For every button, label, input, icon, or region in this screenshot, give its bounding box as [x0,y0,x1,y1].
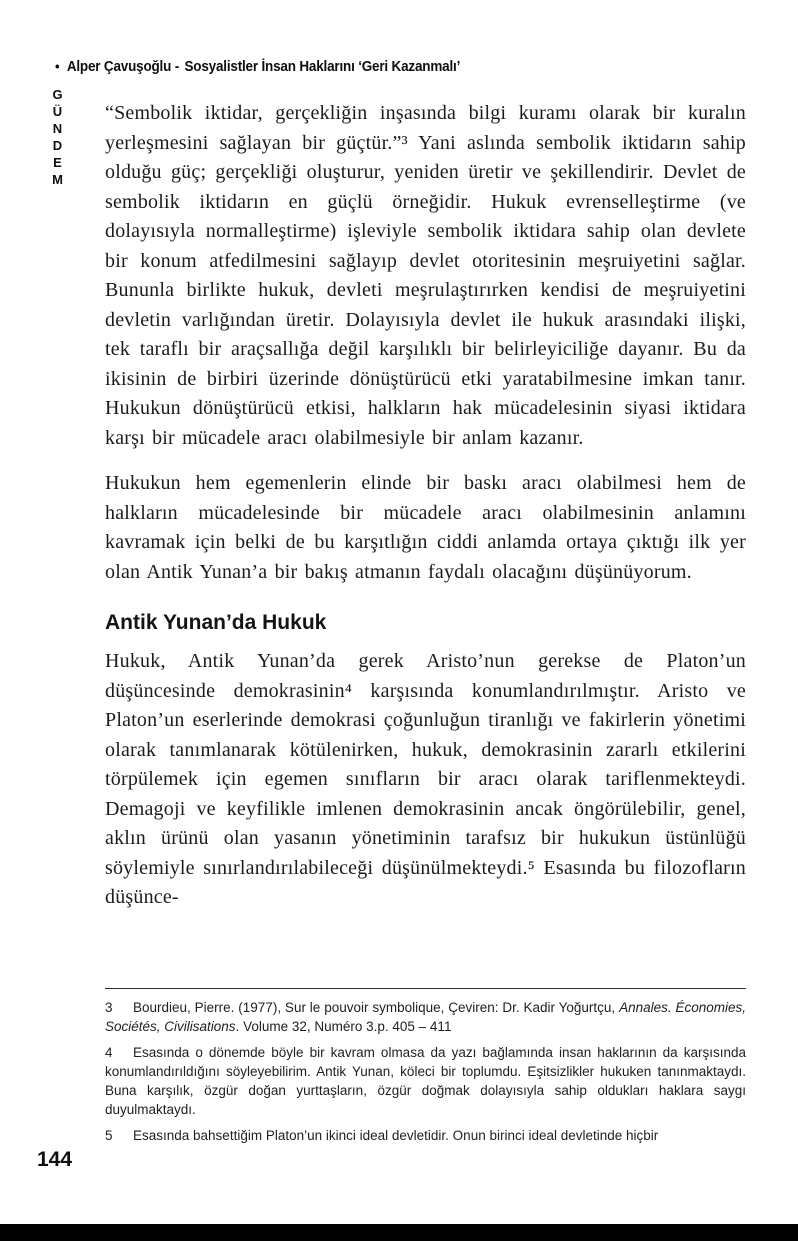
footnote-4 [105,1043,746,1119]
bullet-icon: • [55,58,60,74]
paragraph-1: “Sembolik iktidar, gerçekliğin inşasında bilgi kuramı olarak bir kuralın yerleşmesini sağlayan bir güçtür.”³ Yani aslında sembolik iktidarın sahip olduğu güç; gerçekliği oluşturur, yeniden üretir ve şekillendirir. Devlet de sembolik iktidarın en güçlü örneğidir. Hukuk evrenselleştirme (ve dolayısıyla normalleştirme) işleviyle sembolik iktidara sahip olan devlete bir konum atfedilmesini sağlayıp devlet otoritesinin meşruiyetini sağlar. Bununla birlikte hukuk, devleti meşrulaştırırken kendisi de meşruiyetini devletin varlığından üretir. Dolayısıyla devlet ile hukuk arasındaki ilişki, tek taraflı bir araçsallığa değil karşılıklı bir belirleyiciliğe dayanır. Bu da ikisinin de birbiri üzerinde dönüştürücü etki yaratabilmesine imkan tanır. Hukukun dönüştürücü etkisi, halkların hak mücadelesinin siyasi iktidara karşı bir mücadele aracı olabilmesiyle bir anlam kazanır. [105,102,746,449]
header-title: Sosyalistler İnsan Haklarını ‘Geri Kazanmalı’ [184,59,461,75]
footnote-text: Esasında o dönemde böyle bir kavram olmasa da yazı bağlamında insan haklarının da karşısında konumlandırıldığını söyleyebilirim. Antik Yunan, köleci bir toplumdu. Eşitsizlikler hukuken tanınmaktaydı. Buna karşılık, özgür doğan yurttaşların, özgür doğmak dolayısıyla sahip oldukları haklara saygı duyulmaktaydı. [105,1045,746,1117]
footnote-5 [105,1126,746,1145]
header-author: Alper Çavuşoğlu - [66,59,183,75]
footnote-text: Esasında bahsettiğim Platon’un ikinci ideal devletidir. Onun birinci ideal devletinde hiçbir [133,1128,659,1143]
footnote-number: 4 [105,1045,113,1060]
running-header [55,58,460,75]
paragraph-2: Hukukun hem egemenlerin elinde bir baskı aracı olabilmesi hem de halkların mücadelesinde bir mücadele aracı olabilmesinin anlamını kavramak için belki de bu karşıtlığın ciddi anlamda ortaya çıktığı ilk yer olan Antik Yunan’a bir bakış atmanın faydalı olacağını düşünüyorum. [105,472,746,583]
footnote-text: Bourdieu, Pierre. (1977), Sur le pouvoir symbolique, Çeviren: Dr. Kadir Yoğurtçu, [133,1000,620,1015]
section-heading: Antik Yunan’da Hukuk [105,611,327,634]
section-label-vertical: GÜNDEM [50,87,65,189]
paragraph-3: Hukuk, Antik Yunan’da gerek Aristo’nun gerekse de Platon’un düşüncesinde demokrasinin⁴ karşısında konumlandırılmıştır. Aristo ve Platon’un eserlerinde demokrasi çoğunluğun tiranlığı ve fakirlerin yönetimi olarak tanımlanarak kötülenirken, hukuk, demokrasinin zararlı etkilerini törpülemek için egemen sınıfların bir aracı olarak tariflenmekteydi. Demagoji ve keyfilikle imlenen demokrasinin ancak öngörülebilir, genel, aklın ürünü olan yasanın yönetiminin tarafsız bir hukukun üstünlüğü söylemiyle sınırlandırılabileceği düşünülmekteydi.⁵ Esasında bu filozofların düşünce- [105,650,746,908]
footnote-text-italic: Annales. Économies, Sociétés, Civilisations [105,1000,747,1034]
footnote-text: . Volume 32, Numéro 3.p. 405 – 411 [235,1019,452,1034]
footnote-number: 5 [105,1128,113,1143]
bottom-bar [0,1224,798,1241]
footnote-3 [105,998,746,1036]
page-number: 144 [37,1148,73,1171]
body-content [105,99,746,983]
footnotes-block [105,988,746,1152]
footnote-number: 3 [105,1000,113,1015]
